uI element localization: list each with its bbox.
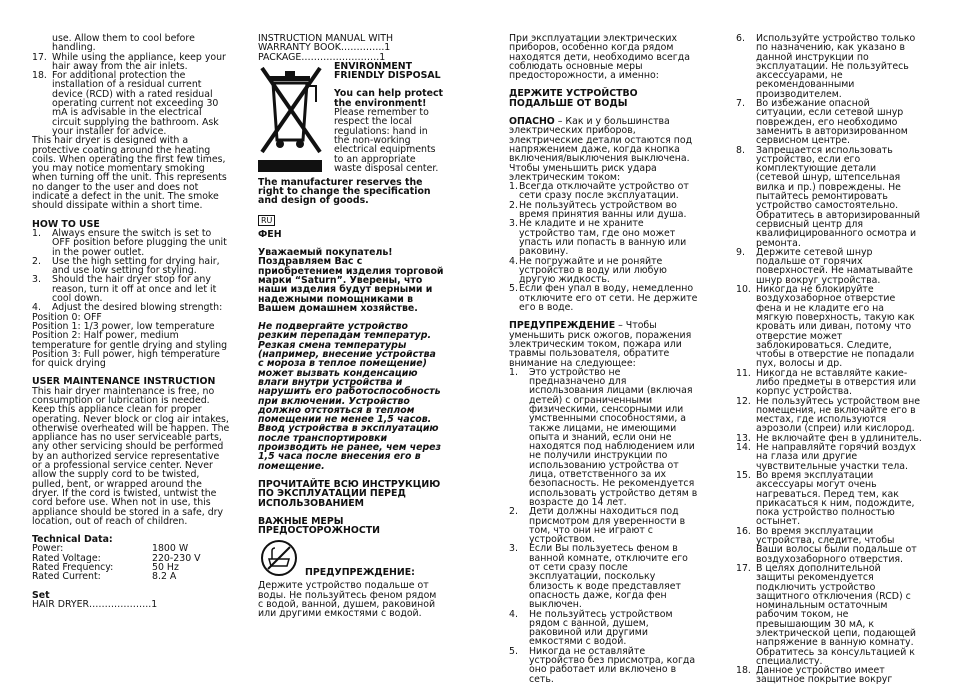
list-item: 2. Дети должны находиться под присмотром для уверенности в том, что они не играют с устройством.: [509, 506, 686, 546]
danger-list: [509, 182, 699, 312]
maintenance-heading: USER MAINTENANCE INSTRUCTION: [32, 376, 216, 388]
list-item: 18. Данное устройство имеет защитное покрытие вокруг: [736, 665, 893, 685]
crossed-out-bin-icon: [258, 62, 334, 174]
ru-product-title: ФЕН: [258, 228, 282, 240]
disposal-text: [334, 62, 444, 174]
manufacturer-note: The manufacturer reserves the right to change the specification and design of goods.: [258, 176, 431, 207]
column-english-1: [32, 34, 230, 609]
list-item: 5. Если фен упал в воду, немедленно отключите его от сети. Не держите его в воде.: [509, 283, 698, 314]
set-heading: Set: [32, 589, 50, 601]
keep-away-heading: ДЕРЖИТЕ УСТРОЙСТВО ПОДАЛЬШЕ ОТ ВОДЫ: [509, 88, 638, 109]
list-item: 3. Если Вы пользуетесь феном в ванной комнате, отключите его от сети сразу после эксплуатации, поскольку близость к воде представляет опасность даже, когда фен выключен.: [509, 543, 688, 611]
position-line: Position 1: 1/3 power, low temperature: [32, 320, 215, 332]
spec-row: Power: 1800 W: [32, 543, 189, 555]
maintenance-paragraph: This hair dryer maintenance is free, no consumption or lubrication is needed. Keep this appliance clean for proper operating. Never block or clog air intakes, otherwise overheated will be happen. The appliance has no user serviceable parts, any other servicing should be performed by an authorized service representative or a professional service center. Never allow the supply cord to be twisted, pulled, bent, or wrapped around the dryer. If the cord is twisted, untwist the cord before use. When not in use, this appliance should be stored in a safe, dry location, out of reach of children.: [32, 385, 230, 527]
technical-data-heading: Technical Data:: [32, 534, 113, 546]
list-item: 2. Use the high setting for drying hair, and use low setting for styling.: [32, 255, 220, 277]
precautions-list: [736, 34, 922, 685]
spec-row: Rated Voltage: 220-230 V: [32, 552, 201, 564]
greeting-paragraph: Уважаемый покупатель! Поздравляем Вас с приобретением изделия торговой марки “Saturn”. Уверены, что наши изделия будут верными и надежными помощниками в Вашем домашнем хозяйстве.: [258, 247, 444, 314]
list-item: 12. Не пользуйтесь устройством вне помещения, не включайте его в местах, где используются аэрозоли (спреи) или кислород.: [736, 395, 920, 435]
temperature-warning: Ввод устройства в эксплуатацию после транспортировки производить не ранее, чем через 1,5 часа после внесения его в помещение.: [258, 423, 441, 472]
list-item: 4. Не пользуйтесь устройством рядом с ванной, душем, раковиной или другими емкостями с водой.: [509, 608, 673, 648]
spec-row: Rated Current: 8.2 A: [32, 571, 177, 583]
list-item: 4. Adjust the desired blowing strength:: [32, 302, 223, 314]
list-item: 1. Это устройство не предназначено для использования лицами (включая детей) с ограниченными физическими, сенсорными или умственными способностями, а также лицами, не имеющими опыта и знаний, если они не находятся под наблюдением или не получили инструкции по использованию устройства от лица, ответственного за их безопасность. Не рекомендуется использовать устройство детям в возрасте до 14 лет.: [509, 366, 698, 508]
set-item: HAIR DRYER………………..1: [32, 598, 158, 610]
set-item: PACKAGE…………………….1: [258, 51, 386, 63]
set-item: INSTRUCTION MANUAL WITH WARRANTY BOOK…………..1: [258, 33, 394, 54]
list-item: 18. For additional protection the installation of a residual current device (RCD) with a rated residual operating current not exceeding 30 mA is advisable in the electrical circuit supplying the bathroom. Ask your installer for advice.: [32, 70, 219, 137]
safety-measures-heading: ВАЖНЫЕ МЕРЫ ПРЕДОСТОРОЖНОСТИ: [258, 515, 380, 537]
language-label-ru: RU: [258, 215, 275, 226]
list-item: 9. Держите сетевой шнур подальше от горячих поверхностей. Не наматывайте шнур вокруг устройства.: [736, 246, 913, 286]
no-water-bath-icon: [260, 539, 298, 579]
caution-list: [509, 368, 699, 684]
list-item: 16. Во время эксплуатации устройства, следите, чтобы Ваши волосы были подальше от воздухозаборного отверстия.: [736, 525, 917, 565]
list-item: 5. Никогда не оставляйте устройство без присмотра, когда оно работает или включено в сеть.: [509, 645, 696, 685]
list-item: 7. Во избежание опасной ситуации, если сетевой шнур поврежден, его необходимо заменить в авторизированном сервисном центре.: [736, 98, 908, 147]
how-to-use-list: [32, 229, 230, 313]
column-russian-1: [509, 34, 699, 684]
spec-row: Rated Frequency: 50 Hz: [32, 562, 179, 574]
list-item: 8. Запрещается использовать устройство, если его комплектующие детали (сетевой шнур, штепсельная вилка и пр.) повреждены. Не пытайтесь ремонтировать устройство самостоятельно. Обратитесь в авторизированный сервисный центр для квалифицированного осмотра и ремонта.: [736, 144, 921, 249]
list-item: use. Allow them to cool before handling.: [52, 33, 195, 54]
environment-paragraph: Please remember to respect the local regulations: hand in the non-working electrical equipments to an appropriate waste disposal center.: [334, 107, 439, 174]
list-item: 4. Не погружайте и не роняйте устройство в воду или любую другую жидкость.: [509, 255, 667, 286]
list-item: 1. Всегда отключайте устройство от сети сразу после эксплуатации.: [509, 181, 689, 202]
list-item: 17. While using the appliance, keep your hair away from the air inlets.: [32, 51, 226, 72]
warning-paragraph: Держите устройство подальше от воды. Не пользуйтесь феном рядом с водой, ванной, душем, раковиной или другими емкостями с водой.: [258, 580, 437, 620]
caution-paragraph: ПРЕДУПРЕЖДЕНИЕ – Чтобы уменьшить риск ожогов, поражения электрическим током, пожара или травмы пользователя, обратите внимание на следующее:: [509, 320, 692, 369]
read-instructions-heading: ПРОЧИТАЙТЕ ВСЮ ИНСТРУКЦИЮ ПО ЭКСПЛУАТАЦИИ ПЕРЕД ИСПОЛЬЗОВАНИЕМ: [258, 478, 441, 509]
list-item: 17. В целях дополнительной защиты рекомендуется подключить устройство защитного отключения (RCD) с номинальным остаточным рабочим током, не превышающим 30 мА, к электрической цепи, подающей напряжение в ванную комнату. Обратитесь за консультацией к специалисту.: [736, 562, 917, 667]
position-line: Position 3: Full power, high temperature for quick drying: [32, 348, 220, 370]
list-item: 11. Никогда не вставляйте какие-либо предметы в отверстия или корпус устройства.: [736, 367, 917, 398]
list-item: 10. Никогда не блокируйте воздухозаборное отверстие фена и не кладите его на мягкую поверхность, такую как кровать или диван, потому что отверстие может заблокироваться. Следите, чтобы в отверстие не попадали пух, волосы и др.: [736, 284, 915, 370]
temperature-warning: Не подвергайте устройство резким перепадам температур. Резкая смена температуры (например, внесение устройства с мороза в теплое помещение) может вызвать конденсацию влаги внутри устройства и нарушить его работоспособность при включении. Устройство должно отстояться в теплом помещении не менее 1,5 часов.: [258, 321, 441, 426]
list-item: 1. Always ensure the switch is set to OFF position before plugging the unit in the power outlet.: [32, 227, 227, 258]
environment-heading: ENVIRONMENT FRIENDLY DISPOSAL: [334, 60, 441, 82]
list-item: 3. Не кладите и не храните устройство там, где оно может упасть или попасть в ванную или раковину.: [509, 218, 687, 258]
warning-heading: ПРЕДУПРЕЖДЕНИЕ:: [305, 567, 415, 579]
intro-paragraph: При эксплуатации электрических приборов, особенно когда рядом находятся дети, необходимо всегда соблюдать основные меры предосторожности, а именно:: [509, 33, 690, 82]
list-item: 6. Используйте устройство только по назначению, как указано в данной инструкции по эксплуатации. Не пользуйтесь аксессуарами, не рекомендованными производителем.: [736, 33, 916, 100]
intro-list: [32, 34, 230, 136]
list-item: 2. Не пользуйтесь устройством во время принятия ванны или душа.: [509, 199, 687, 221]
list-item: 15. Во время эксплуатации аксессуары могут очень нагреваться. Перед тем, как прикасаться к ним, подождите, пока устройство полностью остынет.: [736, 469, 915, 528]
position-line: Position 2: Half power, medium temperature for gentle drying and styling: [32, 330, 228, 351]
list-item: 3. Should the hair dryer stop for any reason, turn it off at once and let it cool down.: [32, 274, 217, 305]
column-english-russian: [258, 34, 444, 619]
position-line: Position 0: OFF: [32, 311, 102, 323]
column-russian-2: [736, 34, 922, 685]
how-to-use-heading: HOW TO USE: [32, 218, 100, 230]
coating-paragraph: This hair dryer is designed with a protective coating around the heating coils. When operating the first few times, you may notice momentary smoking when turning off the unit. This represents no danger to the user and does not indicate a defect in the unit. The smoke should dissipate within a short time.: [32, 135, 227, 212]
water-warning-block: [258, 535, 444, 581]
environment-slogan: You can help protect the environment!: [334, 88, 444, 109]
disposal-section: [258, 62, 444, 174]
list-item: 13. Не включайте фен в удлинитель.: [736, 432, 922, 444]
list-item: 14. Не направляйте горячий воздух на глаза или другие чувствительные участки тела.: [736, 442, 916, 472]
danger-paragraph: ОПАСНО – Как и у большинства электрических приборов, электрические детали остаются под напряжением даже, когда кнопка включения/выключения выключена. Чтобы уменьшить риск удара электрическим током:: [509, 116, 693, 183]
